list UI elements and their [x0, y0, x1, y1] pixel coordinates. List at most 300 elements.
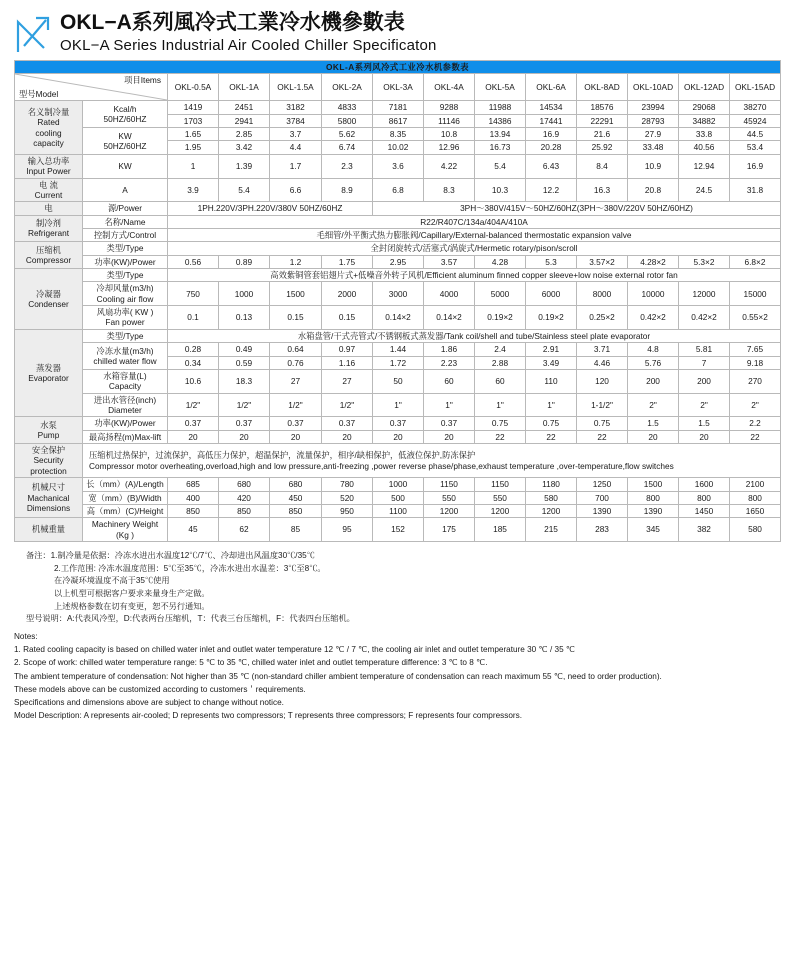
cell-value: 0.15 — [270, 306, 322, 330]
cell-value: 1100 — [373, 504, 424, 517]
row-unit-label: 最高扬程(m)Max-lift — [83, 430, 168, 443]
cell-value: 8.4 — [577, 154, 628, 178]
model-header-7: OKL-6A — [526, 74, 577, 101]
cell-value: 1.2 — [270, 255, 322, 268]
note-cn-5: 上述规格参数在切有变更，恕不另行通知。 — [54, 601, 210, 611]
table-row — [15, 393, 781, 417]
cell-value: 0.37 — [270, 417, 322, 430]
cell-value: 2.88 — [475, 356, 526, 369]
cell-value: 10.6 — [168, 369, 219, 393]
note-cn-1: 备注：1.制冷量是依据：冷冻水进出水温度12℃/7℃、冷却进出风温度30℃/35℃ — [26, 550, 315, 560]
model-header-9: OKL-10AD — [628, 74, 679, 101]
row-unit-label: 类型/Type — [83, 329, 168, 342]
cell-value: 0.19×2 — [475, 306, 526, 330]
note-en-1: 1. Rated cooling capacity is based on chilled water inlet and outlet water temperature 12 ℃ / 7 ℃, the cooling air inlet and outlet temperature 30 ℃ / 35 ℃ — [14, 645, 576, 655]
cell-value: 60 — [475, 369, 526, 393]
cell-value: 680 — [270, 478, 322, 491]
cell-value: 450 — [270, 491, 322, 504]
table-row — [15, 491, 781, 504]
cell-value: 27.9 — [628, 128, 679, 141]
row-unit-label: Kcal/h 50HZ/60HZ — [83, 101, 168, 128]
table-row — [15, 478, 781, 491]
cell-value: 16.73 — [475, 141, 526, 154]
cell-value: 20 — [219, 430, 270, 443]
cell-value: 420 — [219, 491, 270, 504]
company-logo-icon — [14, 10, 54, 54]
cell-value: 20 — [373, 430, 424, 443]
row-unit-label: 类型/Type — [83, 242, 168, 255]
cell-value: 0.25×2 — [577, 306, 628, 330]
title-block — [60, 10, 437, 56]
cell-value: 1419 — [168, 101, 219, 114]
cell-value: 0.37 — [322, 417, 373, 430]
cell-value: 7 — [679, 356, 730, 369]
cell-value: 2100 — [730, 478, 781, 491]
cell-value: 0.59 — [219, 356, 270, 369]
cell-value: 0.37 — [168, 417, 219, 430]
cell-value: 12000 — [679, 282, 730, 306]
cell-value: 1.7 — [270, 154, 322, 178]
cell-value: 50 — [373, 369, 424, 393]
table-row — [15, 255, 781, 268]
cell-value: 950 — [322, 504, 373, 517]
cell-value: 850 — [219, 504, 270, 517]
table-banner-row — [15, 61, 781, 74]
document-header — [0, 0, 789, 60]
cell-value: 5.62 — [322, 128, 373, 141]
row-full-value: 毛细管/外平衡式热力膨胀阀/Capillary/External-balanced thermostatic expansion valve — [168, 228, 781, 241]
row-unit-label: 风扇功率( KW ) Fan power — [83, 306, 168, 330]
cell-value: 20.8 — [628, 178, 679, 202]
table-row — [15, 202, 781, 215]
cell-value: 780 — [322, 478, 373, 491]
cell-value: 270 — [730, 369, 781, 393]
cell-value: 400 — [168, 491, 219, 504]
cell-value: 53.4 — [730, 141, 781, 154]
cell-value: 14534 — [526, 101, 577, 114]
cell-value: 45 — [168, 518, 219, 542]
cell-value: 10.3 — [475, 178, 526, 202]
cell-value: 1/2" — [168, 393, 219, 417]
cell-value: 0.34 — [168, 356, 219, 369]
row-group-label-2: 电 流 Current — [15, 178, 83, 202]
cell-value: 2.23 — [424, 356, 475, 369]
cell-value: 3182 — [270, 101, 322, 114]
row-unit-label: 水箱容量(L) Capacity — [83, 369, 168, 393]
cell-value: 1200 — [475, 504, 526, 517]
model-header-3: OKL-2A — [322, 74, 373, 101]
table-row — [15, 215, 781, 228]
row-group-label-5: 压缩机 Compressor — [15, 242, 83, 269]
cell-value: 45924 — [730, 114, 781, 127]
row-unit-label: KW 50HZ/60HZ — [83, 128, 168, 155]
cell-value: 0.97 — [322, 343, 373, 356]
cell-value: 3.57 — [424, 255, 475, 268]
row-unit-label: KW — [83, 154, 168, 178]
cell-value: 1703 — [168, 114, 219, 127]
cell-value: 3.7 — [270, 128, 322, 141]
row-full-value: 全封闭旋转式/活塞式/涡旋式/Hermetic rotary/pison/scroll — [168, 242, 781, 255]
cell-value: 520 — [322, 491, 373, 504]
note-en-5: Specifications and dimensions above are subject to change without notice. — [14, 697, 284, 707]
cell-value: 22 — [526, 430, 577, 443]
cell-value: 800 — [679, 491, 730, 504]
table-row — [15, 417, 781, 430]
cell-value: 23994 — [628, 101, 679, 114]
cell-value: 4.46 — [577, 356, 628, 369]
cell-value: 5000 — [475, 282, 526, 306]
cell-value: 0.37 — [424, 417, 475, 430]
cell-value: 0.64 — [270, 343, 322, 356]
row-unit-label: 高（mm）(C)/Height — [83, 504, 168, 517]
row-group-label-10: 机械尺寸 Machanical Dimensions — [15, 478, 83, 518]
cell-value: 1-1/2" — [577, 393, 628, 417]
row-group-label-1: 输入总功率 Input Power — [15, 154, 83, 178]
table-row — [15, 101, 781, 114]
cell-value: 11146 — [424, 114, 475, 127]
model-header-row — [15, 74, 781, 101]
row-group-label-0: 名义制冷量 Rated cooling capacity — [15, 101, 83, 154]
cell-value: 0.42×2 — [679, 306, 730, 330]
cell-value: 152 — [373, 518, 424, 542]
cell-value: 700 — [577, 491, 628, 504]
cell-value: 850 — [168, 504, 219, 517]
table-row — [15, 242, 781, 255]
table-row — [15, 329, 781, 342]
cell-value: 2.2 — [730, 417, 781, 430]
cell-value: 0.56 — [168, 255, 219, 268]
model-header-2: OKL-1.5A — [270, 74, 322, 101]
table-row — [15, 282, 781, 306]
cell-value: 1.16 — [322, 356, 373, 369]
cell-value: 4.8 — [628, 343, 679, 356]
model-header-1: OKL-1A — [219, 74, 270, 101]
notes-english — [0, 626, 789, 722]
cell-value: 2941 — [219, 114, 270, 127]
row-unit-label: 功率(KW)/Power — [83, 255, 168, 268]
cell-value: 38270 — [730, 101, 781, 114]
cell-value: 2" — [730, 393, 781, 417]
cell-value: 1/2" — [270, 393, 322, 417]
cell-value: 0.49 — [219, 343, 270, 356]
cell-value: 44.5 — [730, 128, 781, 141]
row-full-value: R22/R407C/134a/404A/410A — [168, 215, 781, 228]
note-en-4: These models above can be customized according to customers＇requirements. — [14, 684, 306, 694]
cell-value: 3000 — [373, 282, 424, 306]
cell-value: 3784 — [270, 114, 322, 127]
cell-value: 1500 — [628, 478, 679, 491]
cell-value: 850 — [270, 504, 322, 517]
cell-value: 14386 — [475, 114, 526, 127]
cell-value: 1500 — [270, 282, 322, 306]
cell-value: 3.42 — [219, 141, 270, 154]
note-cn-4: 以上机型可根据客户要求来量身生产定做。 — [54, 589, 210, 599]
cell-value: 5800 — [322, 114, 373, 127]
cell-value: 1" — [526, 393, 577, 417]
cell-value: 2.3 — [322, 154, 373, 178]
cell-value: 2.95 — [373, 255, 424, 268]
cell-value: 0.55×2 — [730, 306, 781, 330]
cell-value: 10.8 — [424, 128, 475, 141]
table-row — [15, 518, 781, 542]
cell-value: 0.75 — [475, 417, 526, 430]
cell-value: 1" — [373, 393, 424, 417]
cell-value: 10000 — [628, 282, 679, 306]
note-cn-2: 2.工作范围: 冷冻水温度范围：5℃至35℃，冷冻水进出水温差：3℃至8℃。 — [54, 563, 326, 573]
cell-value: 22 — [730, 430, 781, 443]
cell-value: 0.89 — [219, 255, 270, 268]
cell-value: 6.6 — [270, 178, 322, 202]
cell-value: 5.3 — [526, 255, 577, 268]
cell-value: 500 — [373, 491, 424, 504]
cell-value: 29068 — [679, 101, 730, 114]
cell-value: 1200 — [526, 504, 577, 517]
cell-value: 1600 — [679, 478, 730, 491]
cell-value: 3.9 — [168, 178, 219, 202]
notes-chinese — [0, 542, 789, 626]
cell-value: 800 — [628, 491, 679, 504]
row-full-value: 水箱盘管/干式壳管式/不锈钢板式蒸发器/Tank coil/shell and tube/Stainless steel plate evaporator — [168, 329, 781, 342]
note-en-3: The ambient temperature of condensation: Not higher than 35 ℃ (non-standard chiller ambient temperature of condensation can reach maximum 55 ℃, need to order production). — [14, 671, 662, 681]
cell-value: 1" — [475, 393, 526, 417]
row-unit-label: 功率(KW)/Power — [83, 417, 168, 430]
cell-value: 680 — [219, 478, 270, 491]
model-header-5: OKL-4A — [424, 74, 475, 101]
cell-value: 1" — [424, 393, 475, 417]
cell-value: 20 — [424, 430, 475, 443]
cell-value: 2000 — [322, 282, 373, 306]
model-header-4: OKL-3A — [373, 74, 424, 101]
cell-value: 110 — [526, 369, 577, 393]
cell-value: 6.8 — [373, 178, 424, 202]
row-unit-label: 类型/Type — [83, 269, 168, 282]
cell-value: 580 — [730, 518, 781, 542]
cell-value: 5.4 — [219, 178, 270, 202]
cell-value: 0.1 — [168, 306, 219, 330]
cell-value: 28793 — [628, 114, 679, 127]
cell-value: 3.57×2 — [577, 255, 628, 268]
cell-value: 8000 — [577, 282, 628, 306]
cell-value: 16.3 — [577, 178, 628, 202]
cell-value: 9288 — [424, 101, 475, 114]
note-cn-6: 型号说明：A:代表风冷型，D:代表两台压缩机，T：代表三台压缩机，F：代表四台压缩机。 — [26, 614, 355, 624]
cell-value: 2451 — [219, 101, 270, 114]
row-group-label-3: 电 — [15, 202, 83, 215]
cell-value: 9.18 — [730, 356, 781, 369]
table-banner: OKL-A系列风冷式工业冷水机参数表 — [15, 61, 781, 74]
cell-value: 20 — [322, 430, 373, 443]
cell-value: 13.94 — [475, 128, 526, 141]
cell-value: 1390 — [628, 504, 679, 517]
cell-value: 27 — [322, 369, 373, 393]
cell-value: 34882 — [679, 114, 730, 127]
note-en-6: Model Description: A represents air-cooled; D represents two compressors; T represents three compressors; F represents four compressors. — [14, 710, 522, 720]
cell-value: 5.4 — [475, 154, 526, 178]
cell-value: 20 — [270, 430, 322, 443]
cell-value: 200 — [628, 369, 679, 393]
cell-value: 1250 — [577, 478, 628, 491]
model-header-8: OKL-8AD — [577, 74, 628, 101]
cell-value: 20.28 — [526, 141, 577, 154]
cell-value: 6.8×2 — [730, 255, 781, 268]
specification-table — [14, 60, 781, 542]
row-group-label-7: 蒸发器 Evaporator — [15, 329, 83, 417]
cell-value: 0.14×2 — [373, 306, 424, 330]
cell-value: 17441 — [526, 114, 577, 127]
cell-value: 0.15 — [322, 306, 373, 330]
cell-value: 12.94 — [679, 154, 730, 178]
row-unit-label: Machinery Weight (Kg ) — [83, 518, 168, 542]
cell-value: 6.74 — [322, 141, 373, 154]
cell-value: 5.81 — [679, 343, 730, 356]
cell-value: 0.37 — [219, 417, 270, 430]
cell-value: 1.86 — [424, 343, 475, 356]
cell-value: 382 — [679, 518, 730, 542]
cell-value: 3.49 — [526, 356, 577, 369]
row-merged-value-1: 3PH～380V/415V～50HZ/60HZ(3PH～380V/220V 50HZ/60HZ) — [373, 202, 781, 215]
cell-value: 0.14×2 — [424, 306, 475, 330]
cell-value: 95 — [322, 518, 373, 542]
cell-value: 3.6 — [373, 154, 424, 178]
table-row — [15, 369, 781, 393]
cell-value: 1.39 — [219, 154, 270, 178]
cell-value: 18.3 — [219, 369, 270, 393]
cell-value: 10.9 — [628, 154, 679, 178]
cell-value: 0.28 — [168, 343, 219, 356]
cell-value: 175 — [424, 518, 475, 542]
cell-value: 21.6 — [577, 128, 628, 141]
cell-value: 1/2" — [219, 393, 270, 417]
cell-value: 16.9 — [526, 128, 577, 141]
cell-value: 0.37 — [373, 417, 424, 430]
cell-value: 12.2 — [526, 178, 577, 202]
cell-value: 16.9 — [730, 154, 781, 178]
cell-value: 2.85 — [219, 128, 270, 141]
row-group-label-9: 安全保护 Security protection — [15, 444, 83, 478]
cell-value: 33.48 — [628, 141, 679, 154]
note-cn-3: 在冷凝环境温度不高于35℃使用 — [54, 576, 170, 586]
cell-value: 18576 — [577, 101, 628, 114]
cell-value: 1150 — [424, 478, 475, 491]
row-unit-label: 进出水管径(inch) Diameter — [83, 393, 168, 417]
table-row — [15, 504, 781, 517]
cell-value: 1390 — [577, 504, 628, 517]
cell-value: 2" — [628, 393, 679, 417]
cell-value: 185 — [475, 518, 526, 542]
cell-value: 40.56 — [679, 141, 730, 154]
table-row — [15, 269, 781, 282]
cell-value: 8617 — [373, 114, 424, 127]
cell-value: 580 — [526, 491, 577, 504]
cell-value: 1/2" — [322, 393, 373, 417]
cell-value: 22 — [475, 430, 526, 443]
spec-table-wrapper — [0, 60, 789, 542]
cell-value: 283 — [577, 518, 628, 542]
cell-value: 120 — [577, 369, 628, 393]
table-row — [15, 444, 781, 478]
cell-value: 3.71 — [577, 343, 628, 356]
table-row — [15, 306, 781, 330]
row-unit-label: 长（mm）(A)/Length — [83, 478, 168, 491]
table-row — [15, 228, 781, 241]
cell-value: 6.43 — [526, 154, 577, 178]
cell-value: 1.5 — [679, 417, 730, 430]
cell-value: 60 — [424, 369, 475, 393]
cell-value: 0.75 — [526, 417, 577, 430]
cell-value: 200 — [679, 369, 730, 393]
cell-value: 10.02 — [373, 141, 424, 154]
cell-value: 20 — [679, 430, 730, 443]
cell-value: 7181 — [373, 101, 424, 114]
row-unit-label: 冷冻水量(m3/h) chilled water flow — [83, 343, 168, 370]
table-body — [15, 61, 781, 542]
cell-value: 1.44 — [373, 343, 424, 356]
cell-value: 4.28 — [475, 255, 526, 268]
cell-value: 33.8 — [679, 128, 730, 141]
cell-value: 1000 — [219, 282, 270, 306]
cell-value: 8.35 — [373, 128, 424, 141]
cell-value: 0.13 — [219, 306, 270, 330]
cell-value: 31.8 — [730, 178, 781, 202]
cell-value: 22291 — [577, 114, 628, 127]
cell-value: 4.28×2 — [628, 255, 679, 268]
cell-value: 550 — [475, 491, 526, 504]
cell-value: 25.92 — [577, 141, 628, 154]
cell-value: 12.96 — [424, 141, 475, 154]
cell-value: 2.4 — [475, 343, 526, 356]
cell-value: 15000 — [730, 282, 781, 306]
cell-value: 4.22 — [424, 154, 475, 178]
page-title-cn: OKL−A系列風冷式工業冷水機參數表 — [60, 11, 405, 34]
cell-value: 685 — [168, 478, 219, 491]
row-full-value: 高效紫铜管套铝翅片式+低噪音外转子风机/Efficient aluminum finned copper sleeve+low noise external rotor fan — [168, 269, 781, 282]
cell-value: 11988 — [475, 101, 526, 114]
cell-value: 0.42×2 — [628, 306, 679, 330]
row-full-text: 压缩机过热保护，过流保护，高低压力保护，超温保护，流量保护，相序/缺相保护，低液位保护,防冻保护 Compressor motor overheating,overload,high and low pressure,anti-freezing ,power reverse phase/phase,exhaust temperature ,over-temperature,flow switches — [83, 444, 781, 478]
model-header-6: OKL-5A — [475, 74, 526, 101]
cell-value: 1.75 — [322, 255, 373, 268]
cell-value: 215 — [526, 518, 577, 542]
cell-value: 4000 — [424, 282, 475, 306]
cell-value: 27 — [270, 369, 322, 393]
row-group-label-8: 水泵 Pump — [15, 417, 83, 444]
cell-value: 8.9 — [322, 178, 373, 202]
cell-value: 1.65 — [168, 128, 219, 141]
cell-value: 62 — [219, 518, 270, 542]
cell-value: 5.3×2 — [679, 255, 730, 268]
cell-value: 0.75 — [577, 417, 628, 430]
cell-value: 0.19×2 — [526, 306, 577, 330]
table-row — [15, 154, 781, 178]
cell-value: 1450 — [679, 504, 730, 517]
cell-value: 6000 — [526, 282, 577, 306]
table-row — [15, 343, 781, 356]
row-unit-label: 源/Power — [83, 202, 168, 215]
cell-value: 1.72 — [373, 356, 424, 369]
cell-value: 550 — [424, 491, 475, 504]
row-unit-label: A — [83, 178, 168, 202]
cell-value: 0.76 — [270, 356, 322, 369]
cell-value: 1180 — [526, 478, 577, 491]
table-row — [15, 178, 781, 202]
cell-value: 1 — [168, 154, 219, 178]
page-title-en: OKL−A Series Industrial Air Cooled Chiller Specificaton — [60, 37, 437, 54]
row-unit-label: 冷却风量(m3/h) Cooling air flow — [83, 282, 168, 306]
cell-value: 24.5 — [679, 178, 730, 202]
cell-value: 7.65 — [730, 343, 781, 356]
cell-value: 22 — [577, 430, 628, 443]
cell-value: 1.95 — [168, 141, 219, 154]
